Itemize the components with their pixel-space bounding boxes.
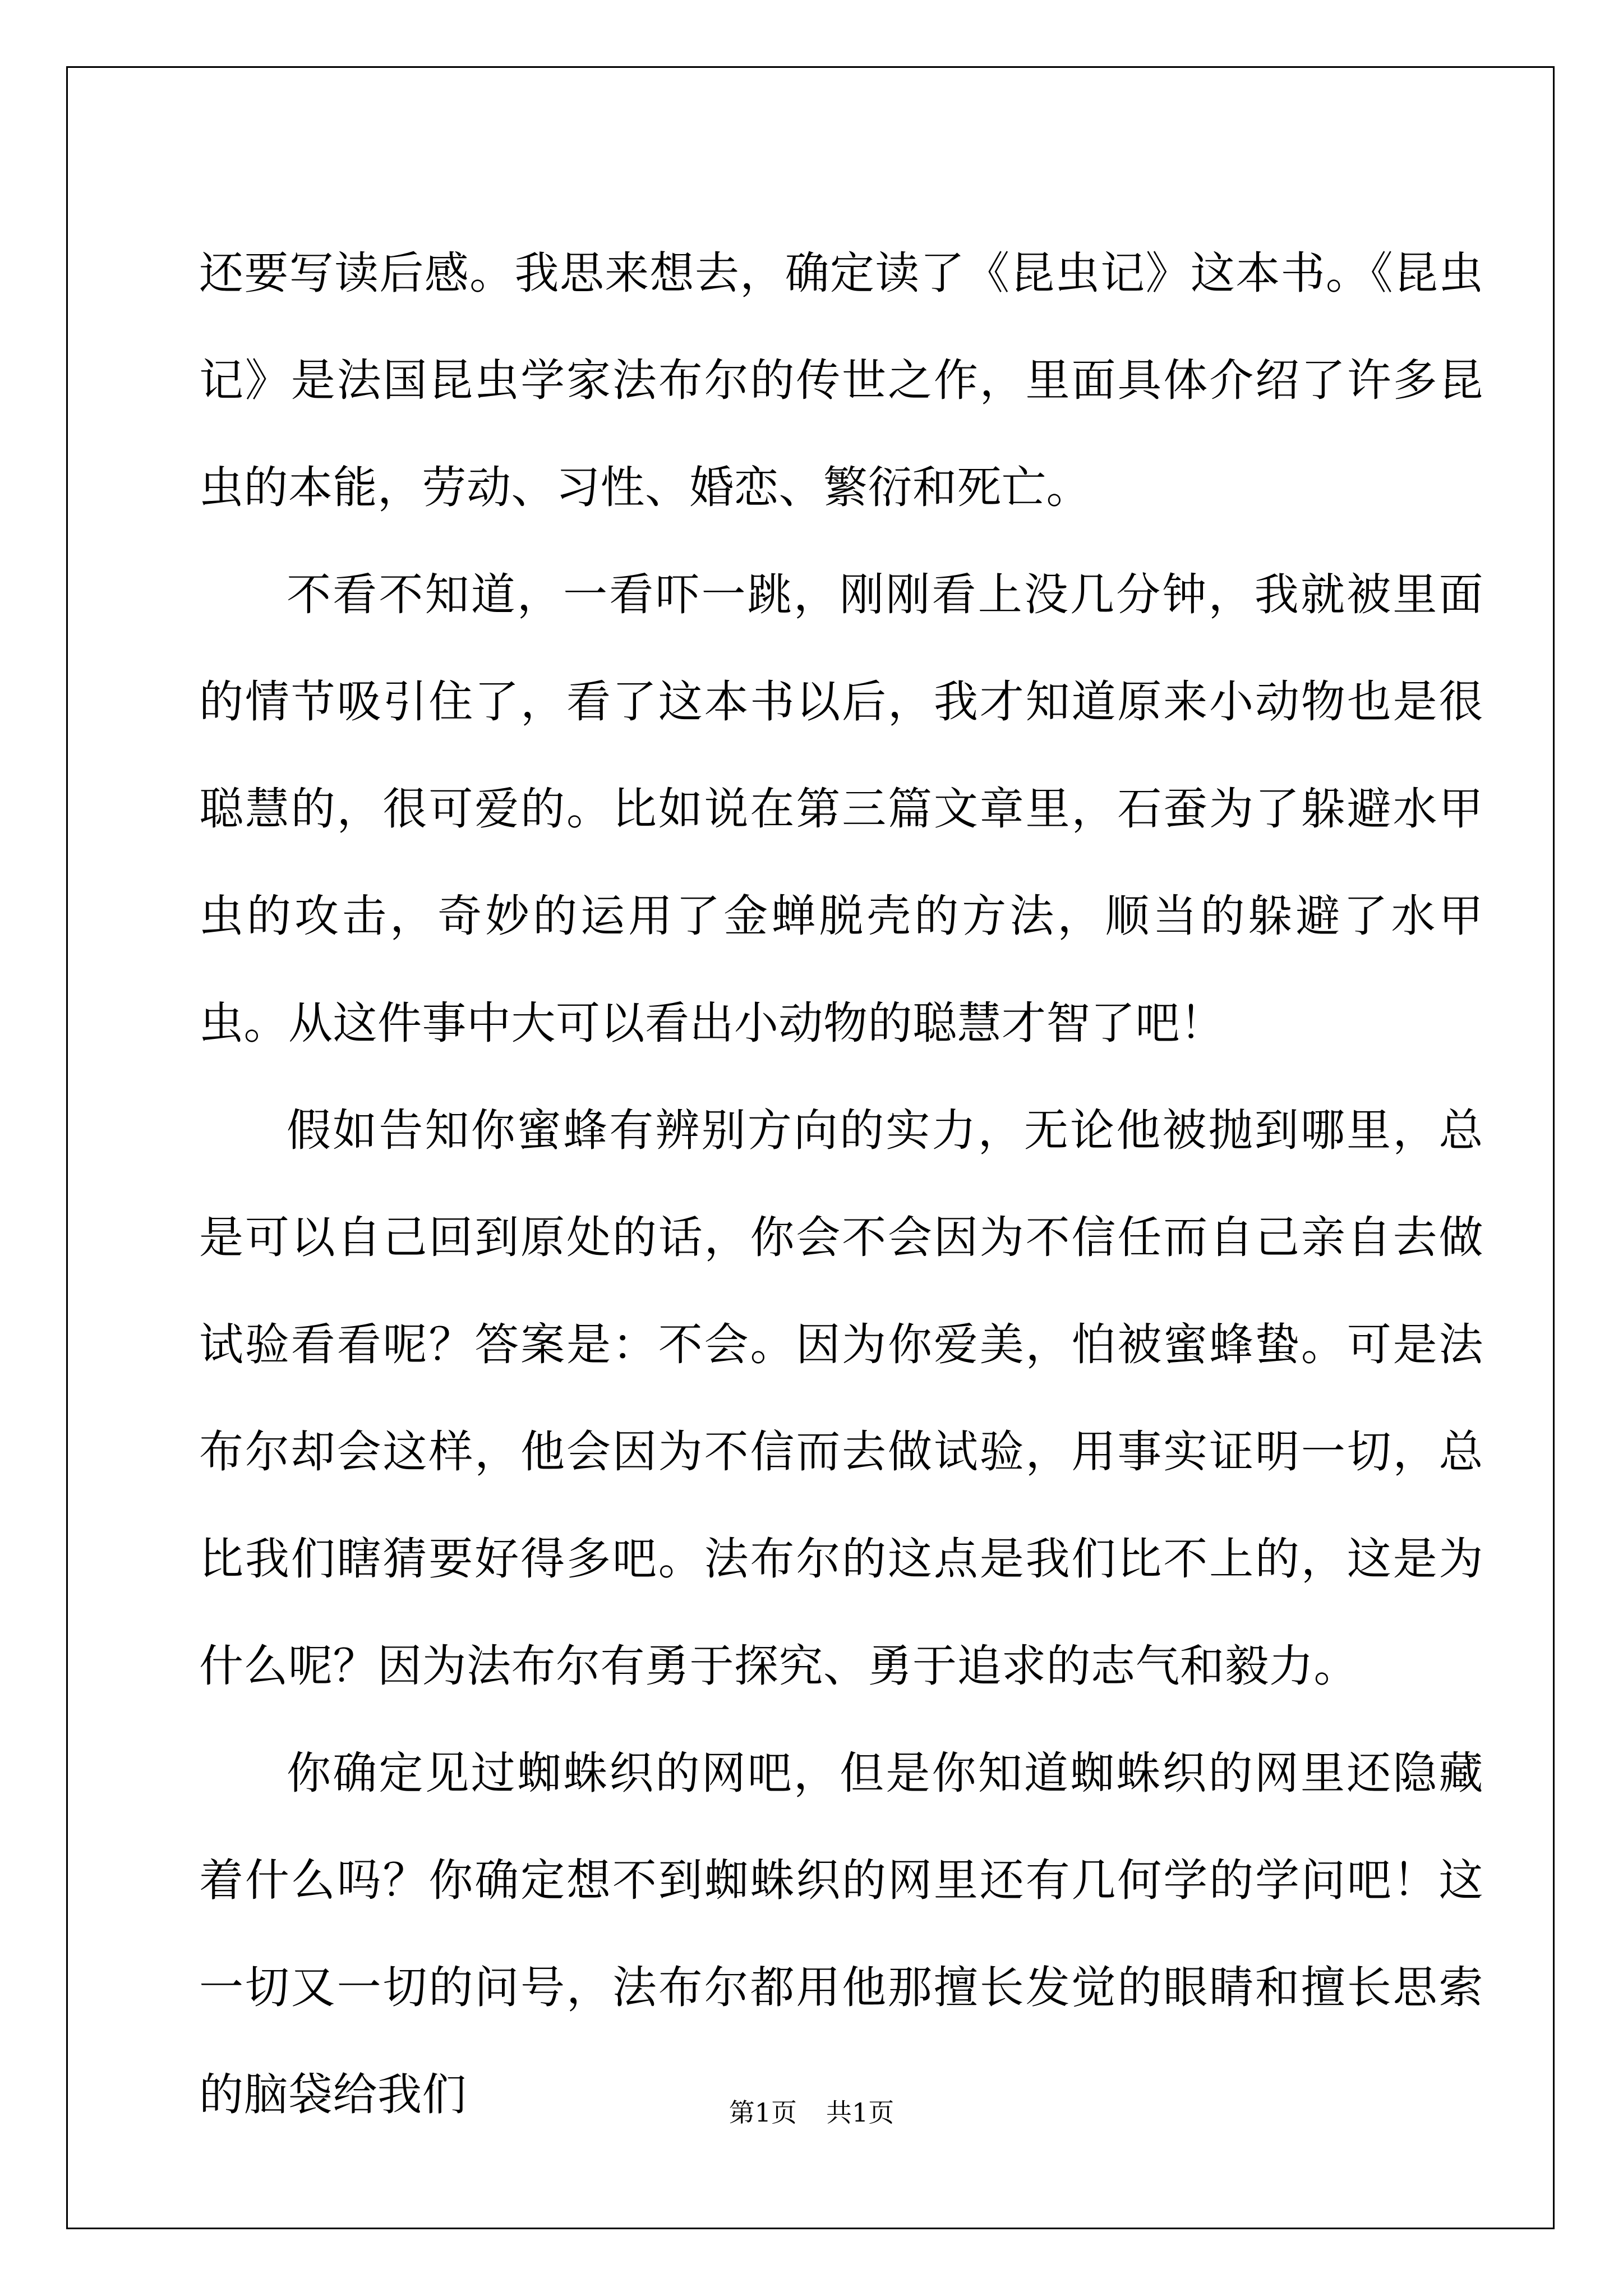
- paragraph-3: 假如告知你蜜蜂有辨别方向的实力，无论他被抛到哪里，总是可以自己回到原处的话，你会不会因为不信任而自己亲自去做试验看看呢？答案是：不会。因为你爱美，怕被蜜蜂蛰。可是法布尔却会这样，他会因为不信而去做试验，用事实证明一切，总比我们瞎猜要好得多吧。法布尔的这点是我们比不上的，这是为什么呢？因为法布尔有勇于探究、勇于追求的志气和毅力。: [199, 1105, 1483, 1692]
- paragraph-2: 不看不知道，一看吓一跳，刚刚看上没几分钟，我就被里面的情节吸引住了，看了这本书以后，我才知道原来小动物也是很聪慧的，很可爱的。比如说在第三篇文章里，石蚕为了躲避水甲虫的攻击，奇妙的运用了金蝉脱壳的方法，顺当的躲避了水甲虫。从这件事中大可以看出小动物的聪慧才智了吧！: [199, 569, 1483, 1049]
- page-footer: [0, 2092, 1623, 2129]
- document-body: [199, 220, 1483, 2148]
- page-total: 共1页: [826, 2097, 895, 2128]
- paragraph-1: 还要写读后感。我思来想去，确定读了《昆虫记》这本书。《昆虫记》是法国昆虫学家法布尔的传世之作，里面具体介绍了许多昆虫的本能，劳动、习性、婚恋、繁衍和死亡。: [199, 247, 1483, 513]
- page-number: 第1页: [728, 2097, 797, 2128]
- paragraph-4: 你确定见过蜘蛛织的网吧，但是你知道蜘蛛织的网里还隐藏着什么吗？你确定想不到蜘蛛织的网里还有几何学的学问吧！这一切又一切的问号，法布尔都用他那擅长发觉的眼睛和擅长思索的脑袋给我们: [199, 1747, 1483, 2120]
